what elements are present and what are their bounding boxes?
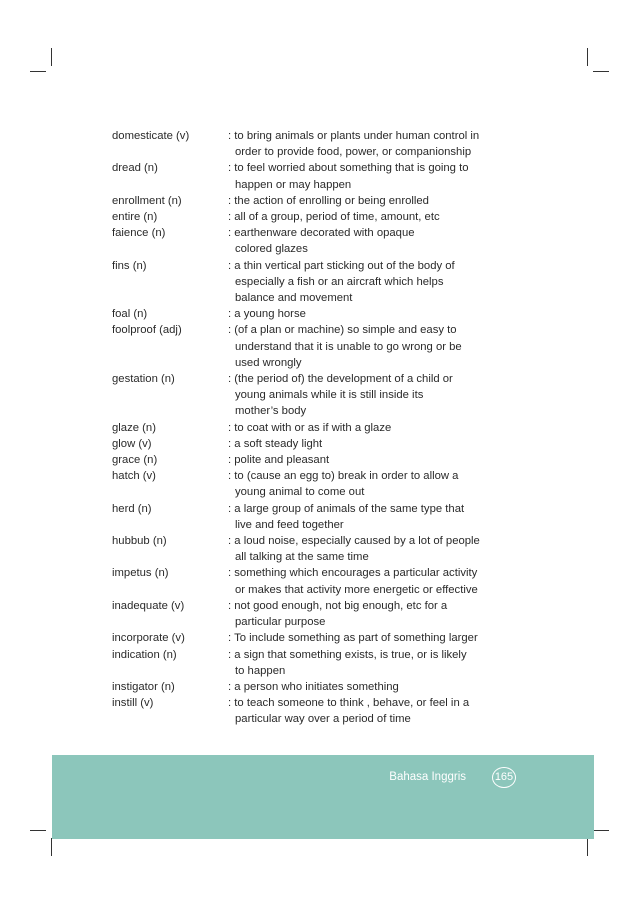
- glossary-definition: [228, 258, 512, 307]
- glossary-entry: [112, 258, 512, 307]
- glossary-definition: [228, 160, 512, 192]
- definition-line: : (the period of) the development of a child or: [228, 373, 453, 386]
- glossary-term: entire (n): [112, 211, 158, 224]
- definition-line: mother’s body: [235, 405, 307, 418]
- page-number: 165: [492, 767, 516, 788]
- glossary-entry: [112, 647, 512, 679]
- definition-line: : a thin vertical part sticking out of the body of: [228, 259, 455, 272]
- definition-line: : to (cause an egg to) break in order to allow a: [228, 470, 459, 483]
- definition-line: young animal to come out: [235, 486, 365, 499]
- glossary-term: domesticate (v): [112, 130, 190, 142]
- definition-line: : polite and pleasant: [228, 454, 330, 467]
- glossary-entry: [112, 533, 512, 565]
- glossary-term: dread (n): [112, 162, 158, 175]
- glossary-definition: [228, 193, 512, 209]
- definition-line: : earthenware decorated with opaque: [228, 227, 415, 240]
- crop-mark: [587, 838, 588, 856]
- definition-line: : To include something as part of something larger: [228, 632, 478, 645]
- glossary-definition: [228, 695, 512, 727]
- definition-line: : something which encourages a particular activity: [228, 567, 478, 580]
- definition-line: : all of a group, period of time, amount, etc: [228, 211, 440, 224]
- glossary-definition: [228, 322, 512, 371]
- glossary-entry: [112, 322, 512, 371]
- glossary-term: hatch (v): [112, 470, 156, 483]
- glossary-entry: [112, 679, 512, 695]
- glossary-entry: [112, 452, 512, 468]
- crop-mark: [587, 48, 588, 66]
- glossary-entry: [112, 501, 512, 533]
- glossary-term: impetus (n): [112, 567, 169, 580]
- glossary-term: inadequate (v): [112, 599, 185, 612]
- definition-line: to happen: [235, 664, 286, 677]
- definition-line: all talking at the same time: [235, 551, 369, 564]
- glossary-term: faience (n): [112, 227, 166, 240]
- glossary-entry: [112, 128, 512, 160]
- definition-line: colored glazes: [235, 243, 308, 256]
- glossary-entry: [112, 160, 512, 192]
- definition-line: young animals while it is still inside its: [235, 389, 424, 402]
- glossary-definition: [228, 565, 512, 597]
- glossary-entry: [112, 193, 512, 209]
- definition-line: : a large group of animals of the same type that: [228, 502, 465, 515]
- glossary-term: instill (v): [112, 697, 154, 710]
- definition-line: : a person who initiates something: [228, 680, 399, 693]
- crop-mark: [593, 830, 609, 831]
- glossary-entry: [112, 598, 512, 630]
- definition-line: live and feed together: [235, 518, 344, 531]
- crop-mark: [30, 71, 46, 72]
- definition-line: especially a fish or an aircraft which helps: [235, 275, 444, 288]
- glossary-term: foal (n): [112, 308, 148, 321]
- glossary-definition: [228, 452, 512, 468]
- glossary-list: [112, 128, 512, 728]
- definition-line: happen or may happen: [235, 178, 352, 191]
- definition-line: : not good enough, not big enough, etc for a: [228, 599, 448, 612]
- glossary-entry: [112, 225, 512, 257]
- glossary-entry: [112, 420, 512, 436]
- glossary-term: hubbub (n): [112, 535, 167, 548]
- glossary-entry: [112, 436, 512, 452]
- definition-line: understand that it is unable to go wrong or be: [235, 340, 462, 353]
- glossary-term: glow (v): [112, 437, 152, 450]
- glossary-definition: [228, 647, 512, 679]
- book-title: Bahasa Inggris: [389, 771, 466, 783]
- glossary-term: enrollment (n): [112, 194, 182, 207]
- definition-line: order to provide food, power, or companionship: [235, 146, 472, 159]
- definition-line: : a loud noise, especially caused by a lot of people: [228, 535, 480, 548]
- glossary-definition: [228, 306, 512, 322]
- crop-mark: [30, 830, 46, 831]
- glossary-term: grace (n): [112, 454, 158, 467]
- crop-mark: [51, 838, 52, 856]
- definition-line: : a sign that something exists, is true, or is likely: [228, 648, 467, 661]
- definition-line: : a young horse: [228, 308, 306, 321]
- footer-band: [52, 755, 594, 839]
- glossary-term: gestation (n): [112, 373, 175, 386]
- definition-line: particular way over a period of time: [235, 713, 411, 726]
- glossary-entry: [112, 565, 512, 597]
- glossary-definition: [228, 209, 512, 225]
- glossary-entry: [112, 630, 512, 646]
- glossary-definition: [228, 630, 512, 646]
- glossary-entry: [112, 695, 512, 727]
- definition-line: used wrongly: [235, 356, 302, 369]
- definition-line: : the action of enrolling or being enrolled: [228, 194, 429, 207]
- glossary-entry: [112, 306, 512, 322]
- glossary-term: glaze (n): [112, 421, 156, 434]
- definition-line: : to coat with or as if with a glaze: [228, 421, 392, 434]
- glossary-definition: [228, 598, 512, 630]
- glossary-term: incorporate (v): [112, 632, 185, 645]
- glossary-definition: [228, 533, 512, 565]
- glossary-definition: [228, 679, 512, 695]
- glossary-entry: [112, 209, 512, 225]
- glossary-term: instigator (n): [112, 680, 175, 693]
- glossary-entry: [112, 371, 512, 420]
- definition-line: or makes that activity more energetic or effective: [235, 583, 478, 596]
- glossary-definition: [228, 468, 512, 500]
- glossary-definition: [228, 420, 512, 436]
- definition-line: balance and movement: [235, 292, 353, 305]
- glossary-definition: [228, 371, 512, 420]
- definition-line: : (of a plan or machine) so simple and easy to: [228, 324, 457, 337]
- glossary-definition: [228, 501, 512, 533]
- glossary-term: indication (n): [112, 648, 177, 661]
- glossary-term: fins (n): [112, 259, 147, 272]
- glossary-definition: [228, 128, 512, 160]
- definition-line: : to bring animals or plants under human control in: [228, 130, 480, 142]
- definition-line: : to feel worried about something that is going to: [228, 162, 469, 175]
- crop-mark: [51, 48, 52, 66]
- glossary-term: foolproof (adj): [112, 324, 182, 337]
- glossary-term: herd (n): [112, 502, 152, 515]
- definition-line: particular purpose: [235, 616, 326, 629]
- glossary-definition: [228, 225, 512, 257]
- definition-line: : to teach someone to think , behave, or feel in a: [228, 697, 470, 710]
- crop-mark: [593, 71, 609, 72]
- glossary-definition: [228, 436, 512, 452]
- definition-line: : a soft steady light: [228, 437, 323, 450]
- glossary-entry: [112, 468, 512, 500]
